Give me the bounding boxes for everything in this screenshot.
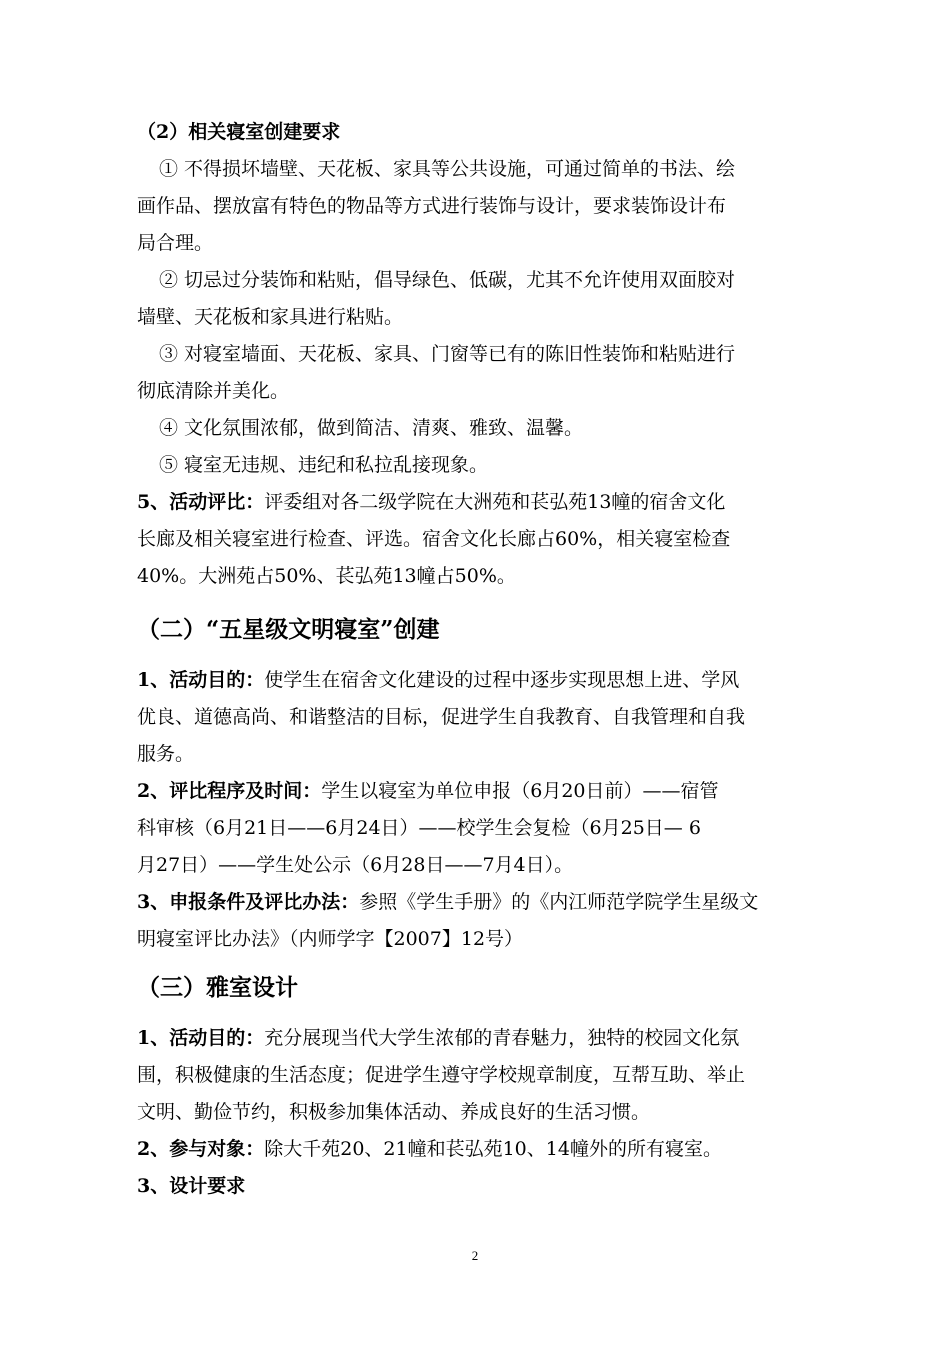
s2-procedure-line-2: 科审核（6月21日——6月24日）——校学生会复检（6月25日— 6 (137, 817, 701, 839)
requirement-1-line-3: 局合理。 (137, 232, 214, 254)
dorm-requirements-section (137, 114, 827, 595)
section-3-body (137, 1020, 827, 1205)
page-number: 2 (471, 1248, 479, 1263)
evaluation-line-3: 40%。大洲苑占50%、苌弘苑13幢占50%。 (137, 565, 516, 587)
s2-procedure-text-1: 学生以寝室为单位申报（6月20日前）——宿管 (321, 780, 719, 802)
evaluation-label: 5、活动评比： (137, 491, 265, 513)
s2-conditions-label: 3、申报条件及评比办法： (137, 891, 360, 913)
requirement-2-line-2: 墙壁、天花板和家具进行粘贴。 (137, 306, 404, 328)
s2-conditions-line-2: 明寝室评比办法》（内师学字【2007】12号） (137, 928, 524, 950)
s3-participants-label: 2、参与对象： (137, 1138, 265, 1160)
evaluation-text-1: 评委组对各二级学院在大洲苑和苌弘苑13幢的宿舍文化 (264, 491, 726, 513)
subsection-heading: （2）相关寝室创建要求 (137, 121, 341, 143)
s3-participants-text: 除大千苑20、21幢和苌弘苑10、14幢外的所有寝室。 (264, 1138, 722, 1160)
s2-purpose-line-1 (137, 662, 827, 699)
s3-design-requirements-label: 3、设计要求 (137, 1175, 246, 1197)
s3-purpose-line-1 (137, 1020, 827, 1057)
requirement-3-line-2: 彻底清除并美化。 (137, 380, 290, 402)
s2-purpose-text-1: 使学生在宿舍文化建设的过程中逐步实现思想上进、学风 (264, 669, 740, 691)
requirement-4: ④ 文化氛围浓郁，做到简洁、清爽、雅致、温馨。 (159, 417, 584, 439)
s3-purpose-text-1: 充分展现当代大学生浓郁的青春魅力，独特的校园文化氛 (264, 1027, 740, 1049)
s3-purpose-label: 1、活动目的： (137, 1027, 265, 1049)
section-2-body (137, 662, 827, 958)
s2-purpose-label: 1、活动目的： (137, 669, 265, 691)
s2-procedure-label: 2、评比程序及时间： (137, 780, 322, 802)
s3-participants-line (137, 1131, 827, 1168)
requirement-3-line-1: ③ 对寝室墙面、天花板、家具、门窗等已有的陈旧性装饰和粘贴进行 (159, 343, 736, 365)
evaluation-line-1 (137, 484, 827, 521)
section-2-heading: （二）“五星级文明寝室”创建 (137, 616, 440, 643)
requirement-5: ⑤ 寝室无违规、违纪和私拉乱接现象。 (159, 454, 489, 476)
s2-procedure-line-3: 月27日）——学生处公示（6月28日——7月4日）。 (137, 854, 574, 876)
section-3-heading: （三）雅室设计 (137, 974, 298, 1001)
requirement-2-line-1: ② 切忌过分装饰和粘贴，倡导绿色、低碳，尤其不允许使用双面胶对 (159, 269, 736, 291)
evaluation-line-2: 长廊及相关寝室进行检查、评选。宿舍文化长廊占60%，相关寝室检查 (137, 528, 731, 550)
s2-purpose-line-3: 服务。 (137, 743, 195, 765)
requirement-1-line-2: 画作品、摆放富有特色的物品等方式进行装饰与设计，要求装饰设计布 (137, 195, 727, 217)
s3-purpose-line-3: 文明、勤俭节约，积极参加集体活动、养成良好的生活习惯。 (137, 1101, 651, 1123)
requirement-1-line-1: ① 不得损坏墙壁、天花板、家具等公共设施，可通过简单的书法、绘 (159, 158, 736, 180)
s2-conditions-line-1 (137, 884, 827, 921)
s2-procedure-line-1 (137, 773, 827, 810)
s3-purpose-line-2: 围，积极健康的生活态度；促进学生遵守学校规章制度，互帮互助、举止 (137, 1064, 746, 1086)
s2-conditions-text-1: 参照《学生手册》的《内江师范学院学生星级文 (359, 891, 759, 913)
s2-purpose-line-2: 优良、道德高尚、和谐整洁的目标，促进学生自我教育、自我管理和自我 (137, 706, 746, 728)
